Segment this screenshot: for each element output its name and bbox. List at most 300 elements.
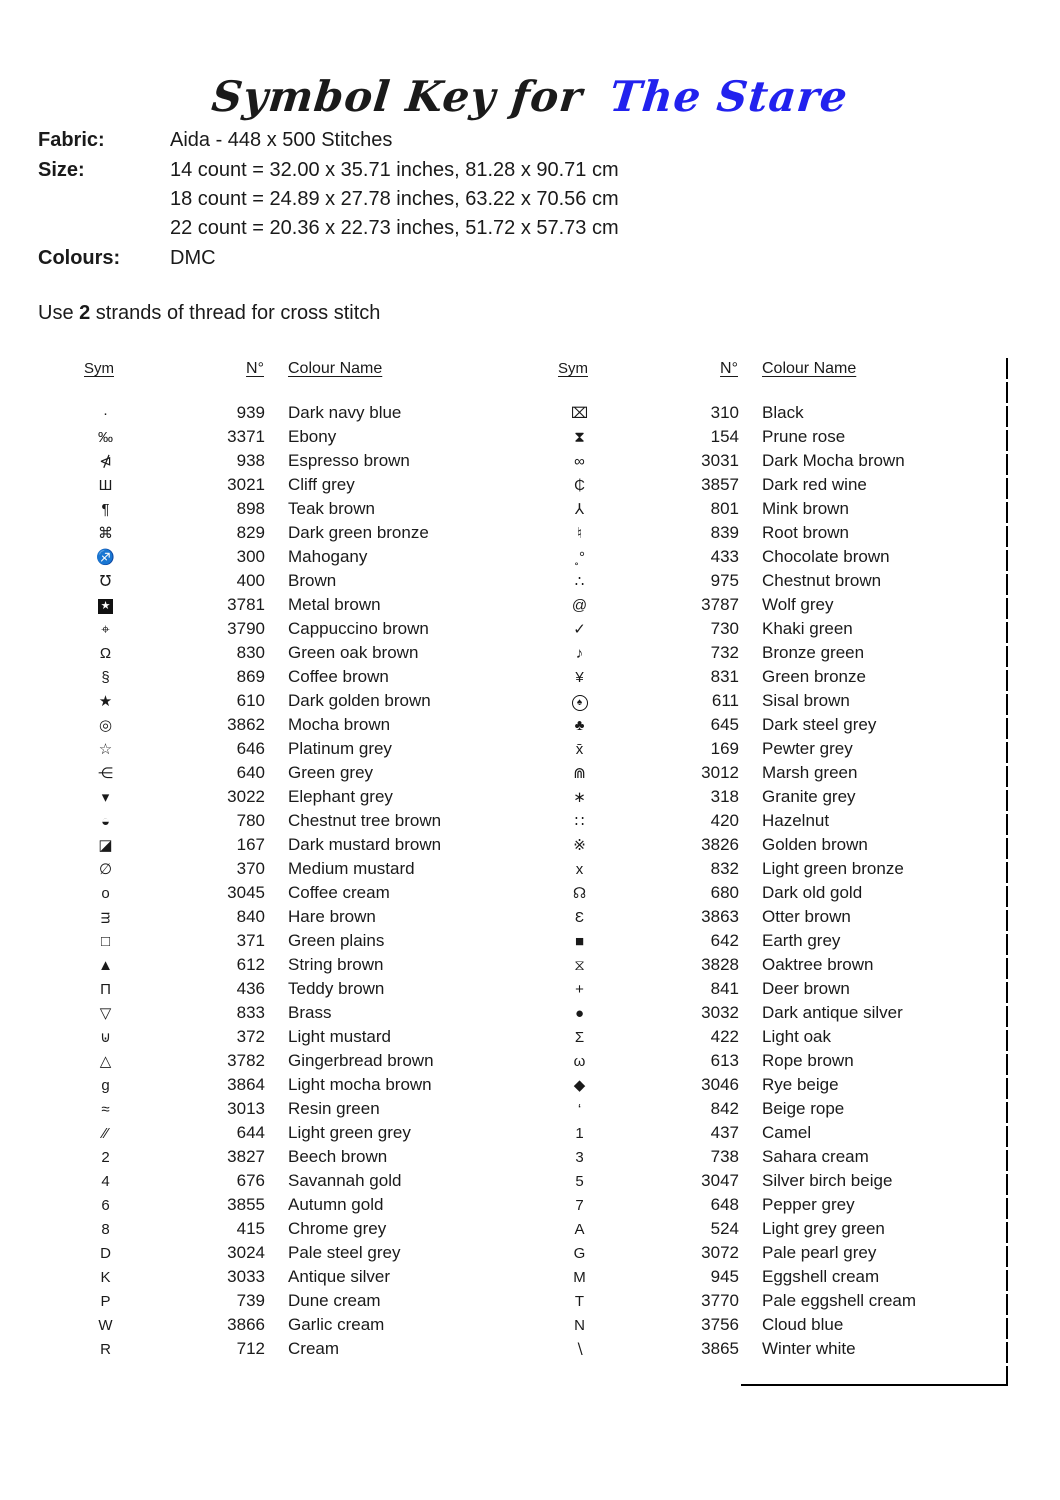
stitch-symbol-cell xyxy=(78,401,133,425)
stitch-symbol: ∗ xyxy=(573,789,586,806)
stitch-symbol: 3 xyxy=(575,1148,584,1166)
key-row xyxy=(552,569,985,593)
colour-name-cell: Root brown xyxy=(762,523,849,542)
number-header: N° xyxy=(720,360,738,377)
dmc-number-cell: 613 xyxy=(710,1051,739,1070)
dmc-number-cell: 645 xyxy=(710,715,739,734)
colour-name-cell: Rye beige xyxy=(762,1075,839,1094)
stitch-symbol-cell xyxy=(78,737,133,761)
stitch-symbol: ● xyxy=(574,1004,585,1022)
stitch-symbol: T xyxy=(574,1292,585,1310)
dmc-number-cell: 3013 xyxy=(227,1099,265,1118)
stitch-symbol-cell xyxy=(78,1025,133,1049)
dmc-number-cell: 3033 xyxy=(227,1267,265,1286)
number-header: N° xyxy=(246,360,264,377)
stitch-symbol-cell xyxy=(552,1097,607,1121)
colour-name-cell: Pale eggshell cream xyxy=(762,1291,917,1310)
colour-name-cell: Dark golden brown xyxy=(288,691,431,710)
dmc-number-cell: 300 xyxy=(236,547,265,566)
dmc-number-cell: 3072 xyxy=(701,1243,739,1262)
stitch-symbol: ■ xyxy=(574,932,585,950)
stitch-symbol: 1 xyxy=(575,1124,584,1142)
dmc-number-cell: 738 xyxy=(710,1147,739,1166)
colour-name-cell: Dark red wine xyxy=(762,475,867,494)
key-row xyxy=(78,713,500,737)
stitch-symbol: ⋲ xyxy=(98,765,113,782)
stitch-symbol-cell xyxy=(78,425,133,449)
stitch-symbol: G xyxy=(573,1244,586,1262)
key-row xyxy=(78,1073,500,1097)
stitch-symbol: ⅄ xyxy=(574,501,585,518)
colour-name-cell: Espresso brown xyxy=(288,451,410,470)
key-row xyxy=(552,713,985,737)
key-row xyxy=(552,857,985,881)
dmc-number-cell: 831 xyxy=(710,667,739,686)
stitch-symbol-cell xyxy=(78,905,133,929)
stitch-symbol-cell xyxy=(552,905,607,929)
dmc-number-cell: 939 xyxy=(236,403,265,422)
stitch-symbol: ♠ xyxy=(572,695,588,711)
key-row xyxy=(552,809,985,833)
stitch-symbol-cell xyxy=(552,1241,607,1265)
size-row-3 xyxy=(38,216,619,240)
key-row xyxy=(552,497,985,521)
dmc-number-cell: 3864 xyxy=(227,1075,265,1094)
colour-name-cell: Dark antique silver xyxy=(762,1003,903,1022)
colour-name-cell: Light mustard xyxy=(288,1027,391,1046)
stitch-symbol: Ω xyxy=(99,644,112,662)
colours-value: DMC xyxy=(170,247,216,269)
stitch-symbol-cell xyxy=(78,689,133,713)
stitch-symbol: ▲ xyxy=(98,956,113,974)
key-row xyxy=(552,953,985,977)
key-row xyxy=(552,737,985,761)
colour-name-cell: Hare brown xyxy=(288,907,376,926)
stitch-symbol-cell xyxy=(552,689,607,713)
dmc-number-cell: 3857 xyxy=(701,475,739,494)
stitch-symbol: ☊ xyxy=(572,885,587,902)
key-row xyxy=(552,1073,985,1097)
colour-name-cell: Beech brown xyxy=(288,1147,388,1166)
stitch-symbol: ⋪ xyxy=(99,453,112,470)
colour-name-cell: Medium mustard xyxy=(288,859,415,878)
dmc-number-cell: 3012 xyxy=(701,763,739,782)
key-row xyxy=(552,761,985,785)
key-row xyxy=(552,1265,985,1289)
key-row xyxy=(552,1025,985,1049)
key-row xyxy=(78,905,500,929)
key-table-right xyxy=(552,358,985,1361)
colour-name-cell: Chestnut tree brown xyxy=(288,811,442,830)
stitch-symbol: K xyxy=(100,1268,111,1286)
stitch-symbol: ⊍ xyxy=(100,1029,111,1046)
dmc-number-cell: 3024 xyxy=(227,1243,265,1262)
dmc-number-cell: 833 xyxy=(236,1003,265,1022)
key-row xyxy=(552,833,985,857)
colour-name-cell: Dark steel grey xyxy=(762,715,877,734)
colour-name-cell: Dark Mocha brown xyxy=(762,451,905,470)
stitch-symbol-cell xyxy=(552,473,607,497)
colour-name-cell: Mink brown xyxy=(762,499,849,518)
dmc-number-cell: 3826 xyxy=(701,835,739,854)
stitch-symbol-cell xyxy=(552,593,607,617)
key-row xyxy=(78,1049,500,1073)
colour-name-cell: Coffee cream xyxy=(288,883,390,902)
stitch-symbol: N xyxy=(574,1316,585,1334)
dmc-number-cell: 3032 xyxy=(701,1003,739,1022)
stitch-symbol-cell xyxy=(552,641,607,665)
stitch-symbol-cell xyxy=(552,761,607,785)
stitch-symbol-cell xyxy=(78,1289,133,1313)
key-table-header xyxy=(552,358,985,401)
stitch-symbol-cell xyxy=(78,497,133,521)
stitch-symbol: + xyxy=(575,980,584,998)
colour-name-cell: Light green grey xyxy=(288,1123,411,1142)
stitch-symbol-cell xyxy=(552,545,607,569)
dmc-number-cell: 640 xyxy=(236,763,265,782)
dmc-number-cell: 3045 xyxy=(227,883,265,902)
dmc-number-cell: 712 xyxy=(236,1339,265,1358)
colour-name-cell: Dark mustard brown xyxy=(288,835,442,854)
stitch-symbol: D xyxy=(100,1244,111,1262)
stitch-symbol: ♐ xyxy=(96,549,115,566)
key-row xyxy=(552,905,985,929)
colour-name-cell: Wolf grey xyxy=(762,595,834,614)
stitch-symbol-cell xyxy=(78,1097,133,1121)
stitch-symbol: ≈ xyxy=(101,1100,110,1118)
key-row xyxy=(78,1217,500,1241)
stitch-symbol-cell xyxy=(78,1169,133,1193)
dmc-number-cell: 420 xyxy=(710,811,739,830)
stitch-symbol: ˳° xyxy=(574,548,585,566)
stitch-symbol-cell xyxy=(78,569,133,593)
dmc-number-cell: 370 xyxy=(236,859,265,878)
colour-name-cell: Otter brown xyxy=(762,907,851,926)
colour-name-cell: Cliff grey xyxy=(288,475,355,494)
dmc-number-cell: 898 xyxy=(236,499,265,518)
key-row xyxy=(78,497,500,521)
key-table-left xyxy=(78,358,500,1361)
key-row xyxy=(552,617,985,641)
key-row xyxy=(552,1049,985,1073)
key-row xyxy=(552,1217,985,1241)
title-prefix: Symbol Key for xyxy=(209,72,586,121)
key-table-header xyxy=(78,358,500,401)
size-row-1 xyxy=(38,158,619,182)
key-row xyxy=(78,761,500,785)
stitch-symbol: o xyxy=(101,884,110,902)
stitch-symbol: 4 xyxy=(101,1172,110,1190)
stitch-symbol-cell xyxy=(552,569,607,593)
key-row xyxy=(552,473,985,497)
dmc-number-cell: 3828 xyxy=(701,955,739,974)
sym-header: Sym xyxy=(558,360,588,377)
dmc-number-cell: 730 xyxy=(710,619,739,638)
stitch-symbol-cell xyxy=(78,953,133,977)
dmc-number-cell: 642 xyxy=(710,931,739,950)
stitch-symbol: ⌖ xyxy=(101,620,110,638)
stitch-symbol: ※ xyxy=(573,837,586,854)
stitch-symbol-cell xyxy=(552,1121,607,1145)
page-title xyxy=(0,72,1060,121)
key-row xyxy=(78,809,500,833)
stitch-symbol: ☆ xyxy=(98,741,113,758)
dmc-number-cell: 732 xyxy=(710,643,739,662)
key-row xyxy=(78,617,500,641)
key-row xyxy=(78,953,500,977)
stitch-symbol-cell xyxy=(78,1073,133,1097)
dmc-number-cell: 524 xyxy=(710,1219,739,1238)
stitch-symbol-cell xyxy=(78,641,133,665)
colour-name-cell: Light mocha brown xyxy=(288,1075,432,1094)
colour-name-cell: Camel xyxy=(762,1123,812,1142)
stitch-symbol: ⁄⁄ xyxy=(102,1124,108,1142)
colour-name-cell: Rope brown xyxy=(762,1051,854,1070)
colour-name-cell: Antique silver xyxy=(288,1267,391,1286)
stitch-symbol: ✓ xyxy=(573,621,586,638)
key-row xyxy=(78,977,500,1001)
dmc-number-cell: 3782 xyxy=(227,1051,265,1070)
stitch-symbol-cell xyxy=(78,1121,133,1145)
stitch-symbol-cell xyxy=(552,833,607,857)
colour-name-cell: Teak brown xyxy=(288,499,375,518)
colour-name-cell: Elephant grey xyxy=(288,787,393,806)
dmc-number-cell: 3371 xyxy=(227,427,265,446)
dmc-number-cell: 801 xyxy=(710,499,739,518)
key-row xyxy=(78,929,500,953)
key-row xyxy=(78,545,500,569)
dmc-number-cell: 680 xyxy=(710,883,739,902)
stitch-symbol: Ш xyxy=(98,476,113,494)
stitch-symbol-cell xyxy=(78,1265,133,1289)
key-row xyxy=(552,593,985,617)
stitch-symbol-cell xyxy=(78,545,133,569)
sym-header: Sym xyxy=(84,360,114,377)
key-row xyxy=(552,449,985,473)
stitch-symbol: ∞ xyxy=(574,452,585,470)
colour-name-cell: Resin green xyxy=(288,1099,380,1118)
dmc-number-cell: 154 xyxy=(710,427,739,446)
dmc-number-cell: 739 xyxy=(236,1291,265,1310)
dmc-number-cell: 3855 xyxy=(227,1195,265,1214)
key-row xyxy=(552,641,985,665)
colour-name-cell: Pewter grey xyxy=(762,739,853,758)
colour-name-cell: Hazelnut xyxy=(762,811,830,830)
stitch-symbol-cell xyxy=(78,761,133,785)
stitch-symbol-cell xyxy=(78,1193,133,1217)
stitch-symbol-cell xyxy=(78,1049,133,1073)
stitch-symbol-cell xyxy=(552,1337,607,1361)
stitch-symbol: ⌧ xyxy=(570,405,589,422)
dmc-number-cell: 436 xyxy=(236,979,265,998)
stitch-symbol-cell xyxy=(552,665,607,689)
stitch-symbol: ⧗ xyxy=(574,428,585,446)
key-row xyxy=(78,593,500,617)
dmc-number-cell: 3865 xyxy=(701,1339,739,1358)
colour-name-cell: Golden brown xyxy=(762,835,868,854)
dmc-number-cell: 3021 xyxy=(227,475,265,494)
stitch-symbol-cell xyxy=(552,497,607,521)
colour-name-cell: Autumn gold xyxy=(288,1195,384,1214)
stitch-symbol: ¶ xyxy=(101,500,110,518)
dmc-number-cell: 780 xyxy=(236,811,265,830)
colour-name-cell: Chrome grey xyxy=(288,1219,387,1238)
stitch-symbol-cell xyxy=(552,929,607,953)
colour-name-cell: Sahara cream xyxy=(762,1147,869,1166)
key-row xyxy=(552,425,985,449)
colour-name-cell: Green plains xyxy=(288,931,385,950)
stitch-symbol-cell xyxy=(552,713,607,737)
key-row xyxy=(78,665,500,689)
dmc-number-cell: 841 xyxy=(710,979,739,998)
stitch-symbol: ¥ xyxy=(575,668,584,686)
dmc-number-cell: 433 xyxy=(710,547,739,566)
stitch-symbol: ◆ xyxy=(573,1077,586,1094)
colour-name-cell: Light green bronze xyxy=(762,859,904,878)
dmc-number-cell: 3862 xyxy=(227,715,265,734)
stitch-symbol: x̄ xyxy=(575,740,584,758)
dmc-number-cell: 372 xyxy=(236,1027,265,1046)
colour-name-cell: Chestnut brown xyxy=(762,571,882,590)
dmc-number-cell: 644 xyxy=(236,1123,265,1142)
stitch-symbol: ★ xyxy=(98,693,113,710)
stitch-symbol: M xyxy=(573,1268,586,1286)
colour-name-cell: Green oak brown xyxy=(288,643,419,662)
key-row xyxy=(78,833,500,857)
stitch-symbol: ♪ xyxy=(575,644,584,662)
stitch-symbol: Ɛ xyxy=(574,908,585,926)
dmc-number-cell: 938 xyxy=(236,451,265,470)
dmc-number-cell: 3781 xyxy=(227,595,265,614)
key-row xyxy=(78,785,500,809)
stitch-symbol-cell xyxy=(552,1193,607,1217)
stitch-symbol-cell xyxy=(552,401,607,425)
key-row xyxy=(78,401,500,425)
stitch-symbol-cell xyxy=(552,521,607,545)
stitch-symbol-cell xyxy=(552,1049,607,1073)
dmc-number-cell: 422 xyxy=(710,1027,739,1046)
stitch-symbol: ★ xyxy=(98,599,113,614)
colours-row xyxy=(38,246,216,270)
colour-name-cell: Sisal brown xyxy=(762,691,850,710)
key-row xyxy=(78,1025,500,1049)
key-row xyxy=(78,857,500,881)
dmc-number-cell: 676 xyxy=(236,1171,265,1190)
stitch-symbol-cell xyxy=(78,1001,133,1025)
stitch-symbol-cell xyxy=(78,857,133,881)
dmc-number-cell: 832 xyxy=(710,859,739,878)
key-row xyxy=(78,1193,500,1217)
stitch-symbol: Σ xyxy=(574,1028,585,1046)
key-row xyxy=(78,737,500,761)
stitch-symbol-cell xyxy=(552,1313,607,1337)
stitch-symbol-cell xyxy=(78,1313,133,1337)
key-row xyxy=(552,1289,985,1313)
dmc-number-cell: 612 xyxy=(236,955,265,974)
colour-name-cell: Green grey xyxy=(288,763,374,782)
dmc-number-cell: 437 xyxy=(710,1123,739,1142)
colour-name-cell: Prune rose xyxy=(762,427,846,446)
key-row xyxy=(78,1289,500,1313)
stitch-symbol-cell xyxy=(552,857,607,881)
stitch-symbol: 2 xyxy=(101,1148,110,1166)
stitch-symbol: A xyxy=(574,1220,585,1238)
key-row xyxy=(552,1241,985,1265)
colour-name-cell: Dark old gold xyxy=(762,883,863,902)
colour-name-cell: Marsh green xyxy=(762,763,858,782)
stitch-symbol-cell xyxy=(78,449,133,473)
dmc-number-cell: 415 xyxy=(236,1219,265,1238)
stitch-symbol: □ xyxy=(100,932,111,950)
colour-name-cell: Mocha brown xyxy=(288,715,391,734)
stitch-symbol-cell xyxy=(552,881,607,905)
colour-name-cell: Cloud blue xyxy=(762,1315,844,1334)
stitch-symbol-cell xyxy=(78,1145,133,1169)
stitch-symbol: R xyxy=(100,1340,111,1358)
stitch-symbol-cell xyxy=(552,737,607,761)
stitch-symbol-cell xyxy=(78,617,133,641)
stitch-symbol: ♮ xyxy=(576,525,583,542)
colour-name-cell: Silver birch beige xyxy=(762,1171,893,1190)
colour-name-cell: Metal brown xyxy=(288,595,381,614)
stitch-symbol: ω xyxy=(573,1052,586,1070)
key-row xyxy=(78,473,500,497)
size-value-14-count: 14 count = 32.00 x 35.71 inches, 81.28 x 90.71 cm xyxy=(170,159,619,181)
colour-name-cell: Teddy brown xyxy=(288,979,385,998)
stitch-symbol-cell xyxy=(78,521,133,545)
stitch-symbol-cell xyxy=(78,1337,133,1361)
colour-name-cell: Winter white xyxy=(762,1339,856,1358)
stitch-symbol-cell xyxy=(78,977,133,1001)
stitch-symbol: · xyxy=(103,404,108,422)
stitch-symbol-cell xyxy=(552,1001,607,1025)
fabric-row xyxy=(38,128,392,152)
strands-count: 2 xyxy=(79,302,91,324)
key-row xyxy=(78,1001,500,1025)
key-row xyxy=(552,785,985,809)
dmc-number-cell: 648 xyxy=(710,1195,739,1214)
stitch-symbol: ⧖ xyxy=(574,956,585,974)
colour-name-cell: Khaki green xyxy=(762,619,853,638)
colour-name-cell: Light grey green xyxy=(762,1219,885,1238)
key-row xyxy=(552,929,985,953)
dmc-number-cell: 840 xyxy=(236,907,265,926)
colour-name-cell: Earth grey xyxy=(762,931,841,950)
colour-name-cell: Oaktree brown xyxy=(762,955,874,974)
colour-name-cell: Pale steel grey xyxy=(288,1243,401,1262)
colour-name-cell: String brown xyxy=(288,955,384,974)
stitch-symbol: ⋒ xyxy=(573,765,586,782)
dmc-number-cell: 3790 xyxy=(227,619,265,638)
stitch-symbol: ‘ xyxy=(577,1100,582,1118)
key-row xyxy=(552,1193,985,1217)
stitch-symbol: △ xyxy=(99,1053,112,1070)
key-row xyxy=(78,1097,500,1121)
key-row xyxy=(552,401,985,425)
colour-name-header: Colour Name xyxy=(762,360,857,377)
stitch-symbol: ᴟ xyxy=(101,908,110,926)
dmc-number-cell: 3827 xyxy=(227,1147,265,1166)
stitch-symbol-cell xyxy=(78,809,133,833)
dmc-number-cell: 3866 xyxy=(227,1315,265,1334)
key-row xyxy=(552,1097,985,1121)
colour-name-cell: Cappuccino brown xyxy=(288,619,429,638)
stitch-symbol: ℧ xyxy=(99,573,112,590)
stitch-symbol: ◎ xyxy=(98,717,113,734)
stitch-symbol-cell xyxy=(552,425,607,449)
cropped-table-bottom-border xyxy=(741,1384,1008,1386)
stitch-symbol-cell xyxy=(78,929,133,953)
